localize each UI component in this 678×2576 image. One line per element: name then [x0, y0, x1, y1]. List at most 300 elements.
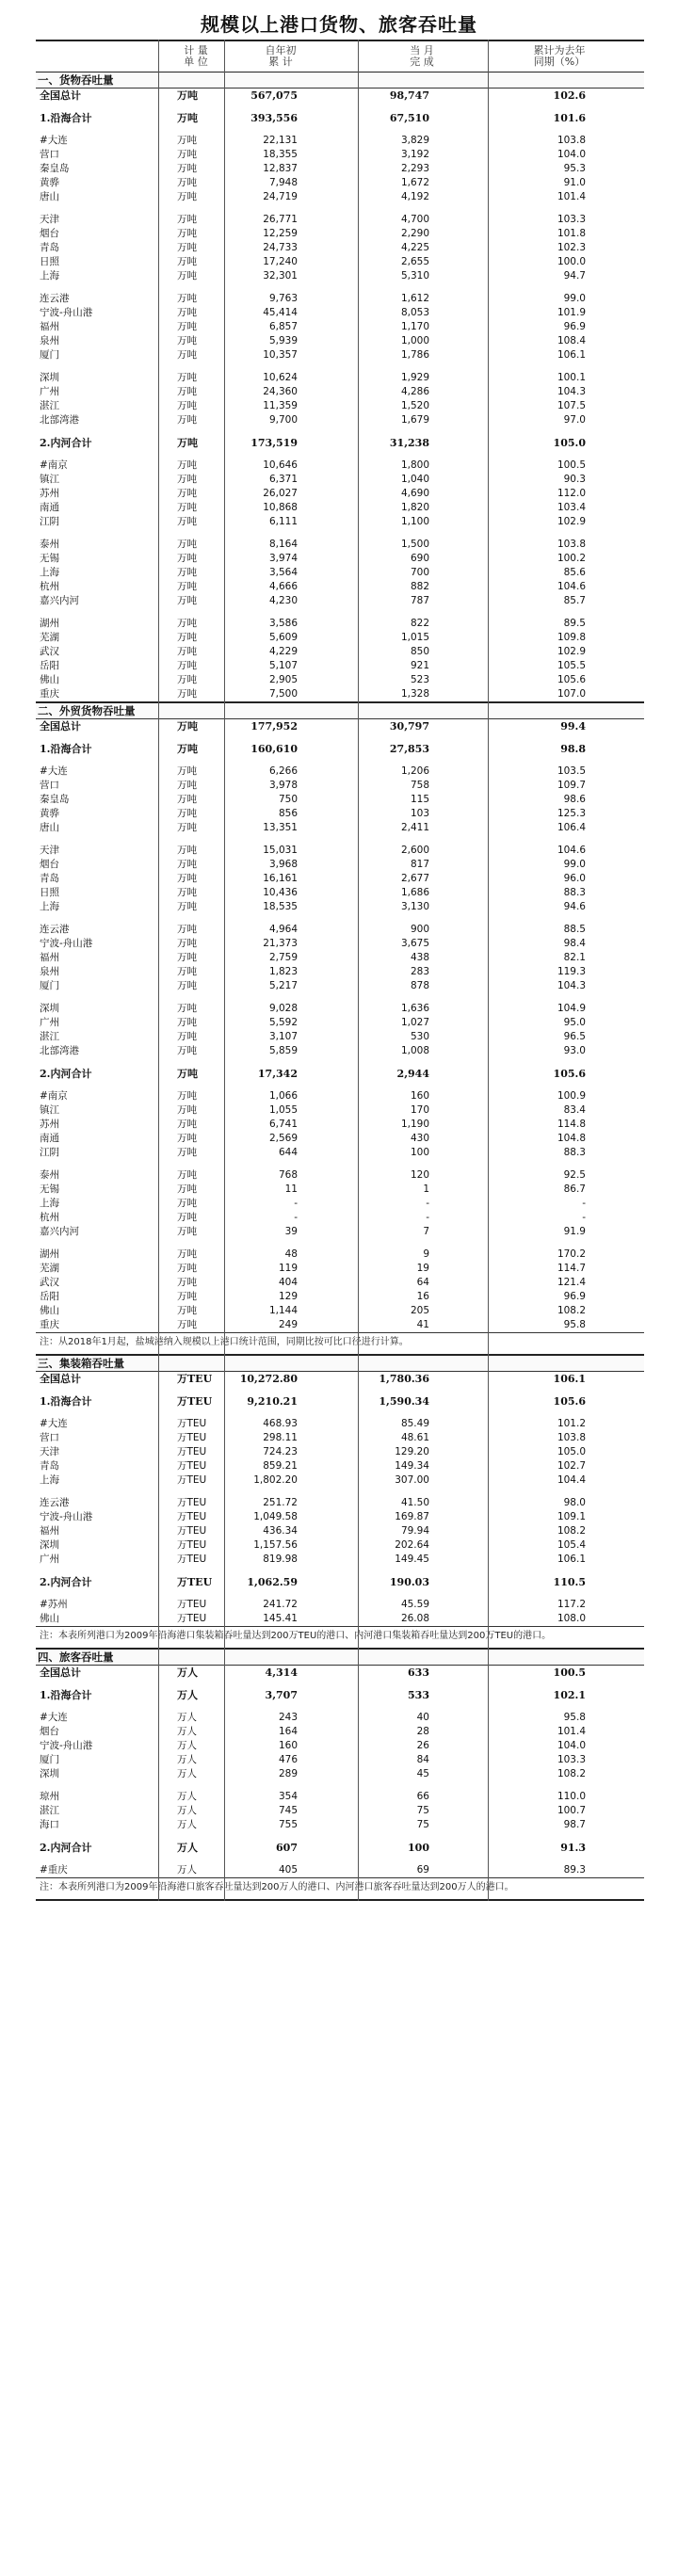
unit-cell: 万吨	[177, 349, 197, 361]
cumulative-value: 6,111	[268, 516, 298, 527]
table-row	[36, 1002, 644, 1016]
unit-cell: 万TEU	[177, 1373, 213, 1385]
table-row	[36, 269, 644, 283]
monthly-value: 129.20	[395, 1446, 429, 1457]
unit-cell: 万吨	[177, 618, 197, 629]
monthly-value: 149.45	[395, 1554, 429, 1565]
port-name: 1.沿海合计	[40, 112, 92, 124]
table-row	[36, 1118, 644, 1132]
monthly-value: 190.03	[389, 1576, 429, 1588]
monthly-value: 100	[408, 1842, 429, 1854]
percent-value: 95.0	[563, 1017, 586, 1028]
percent-value: 104.6	[557, 581, 586, 592]
monthly-value: 205	[410, 1305, 429, 1316]
percent-value: 88.3	[563, 887, 586, 898]
percent-value: 85.7	[563, 595, 586, 606]
table-row	[36, 515, 644, 529]
total-row	[36, 89, 644, 103]
table-row	[36, 1030, 644, 1044]
cumulative-value: 819.98	[263, 1554, 298, 1565]
monthly-value: -	[426, 1198, 429, 1209]
percent-value: 110.5	[553, 1576, 586, 1588]
percent-value: 106.1	[557, 349, 586, 361]
row-spacer	[36, 914, 644, 923]
table-row	[36, 1132, 644, 1146]
unit-cell: 万吨	[177, 595, 197, 606]
percent-value: 95.3	[563, 163, 586, 174]
unit-cell: 万吨	[177, 1263, 197, 1274]
unit-cell: 万吨	[177, 307, 197, 318]
percent-value: 103.8	[557, 539, 586, 550]
table-row	[36, 255, 644, 269]
port-name: 福州	[40, 321, 59, 332]
cumulative-value: 3,107	[268, 1031, 298, 1042]
port-name: 2.内河合计	[40, 1068, 92, 1080]
table-row	[36, 1431, 644, 1445]
percent-value: 100.7	[557, 1805, 586, 1816]
port-name: #大连	[40, 1418, 68, 1429]
unit-cell: 万人	[177, 1712, 197, 1723]
percent-value: 114.8	[557, 1119, 586, 1130]
monthly-value: 115	[410, 794, 429, 805]
row-spacer	[36, 1680, 644, 1688]
table-row	[36, 872, 644, 886]
cumulative-value: 468.93	[263, 1418, 298, 1429]
table-row	[36, 1459, 644, 1473]
table-row	[36, 292, 644, 306]
total-row	[36, 1067, 644, 1081]
table-row	[36, 1183, 644, 1197]
table-row	[36, 1262, 644, 1276]
port-name: 南通	[40, 1133, 59, 1144]
unit-cell: 万吨	[177, 1183, 197, 1195]
cumulative-value: 119	[278, 1263, 298, 1274]
table-row	[36, 1496, 644, 1510]
unit-cell: 万TEU	[177, 1432, 207, 1443]
port-name: 广州	[40, 1017, 59, 1028]
percent-value: 107.5	[557, 400, 586, 411]
table-body	[36, 72, 644, 1901]
cumulative-value: 6,371	[268, 474, 298, 485]
table-row	[36, 858, 644, 872]
table-row	[36, 617, 644, 631]
table-row	[36, 213, 644, 227]
unit-cell: 万吨	[177, 335, 197, 346]
port-name: 泰州	[40, 539, 59, 550]
row-spacer	[36, 1239, 644, 1248]
unit-cell: 万TEU	[177, 1497, 207, 1508]
table-row	[36, 1612, 644, 1626]
percent-value: 109.1	[557, 1511, 586, 1522]
monthly-value: 1,000	[400, 335, 429, 346]
monthly-value: 438	[410, 952, 429, 963]
table-row	[36, 1510, 644, 1524]
unit-cell: 万吨	[177, 177, 197, 188]
unit-cell: 万人	[177, 1726, 197, 1737]
unit-cell: 万吨	[177, 163, 197, 174]
monthly-value: 1,612	[400, 293, 429, 304]
unit-cell: 万吨	[177, 502, 197, 513]
port-name: 武汉	[40, 1277, 59, 1288]
unit-cell: 万吨	[177, 321, 197, 332]
total-row	[36, 742, 644, 756]
row-spacer	[36, 1488, 644, 1496]
port-name: 福州	[40, 952, 59, 963]
percent-value: 104.3	[557, 980, 586, 991]
monthly-value: 787	[410, 595, 429, 606]
unit-cell: 万吨	[177, 214, 197, 225]
row-spacer	[36, 529, 644, 538]
row-spacer	[36, 125, 644, 134]
unit-cell: 万吨	[177, 488, 197, 499]
port-name: 泉州	[40, 966, 59, 977]
port-name: 芜湖	[40, 1263, 59, 1274]
percent-value: 105.6	[553, 1068, 586, 1080]
monthly-value: 1	[423, 1183, 429, 1195]
port-name: 营口	[40, 149, 59, 160]
table-row	[36, 190, 644, 204]
table-row	[36, 594, 644, 608]
percent-value: 92.5	[563, 1169, 586, 1181]
unit-cell: 万吨	[177, 149, 197, 160]
port-name: 全国总计	[40, 1666, 81, 1679]
total-row	[36, 111, 644, 125]
unit-cell: 万吨	[177, 437, 198, 449]
monthly-value: 1,786	[400, 349, 429, 361]
monthly-value: 1,500	[400, 539, 429, 550]
table-row	[36, 1211, 644, 1225]
percent-value: 100.1	[557, 372, 586, 383]
unit-cell: 万吨	[177, 553, 197, 564]
unit-cell: 万吨	[177, 191, 197, 202]
percent-value: 89.3	[563, 1864, 586, 1876]
table-row	[36, 1197, 644, 1211]
unit-cell: 万TEU	[177, 1511, 207, 1522]
table-row	[36, 1089, 644, 1103]
percent-value: 121.4	[557, 1277, 586, 1288]
table-row	[36, 334, 644, 348]
monthly-value: 1,636	[400, 1003, 429, 1014]
row-spacer	[36, 1081, 644, 1089]
table-row	[36, 162, 644, 176]
monthly-value: 882	[410, 581, 429, 592]
port-name: 全国总计	[40, 89, 81, 102]
percent-value: 99.0	[563, 293, 586, 304]
unit-cell: 万吨	[177, 228, 197, 239]
unit-cell: 万吨	[177, 924, 197, 935]
percent-value: 98.6	[563, 794, 586, 805]
table-row	[36, 487, 644, 501]
port-name: 秦皇岛	[40, 794, 70, 805]
table-note: 注：本表所列港口为2009年沿海港口旅客吞吐量达到200万人的港口、内河港口旅客吞吐量达到200万人的港口。	[36, 1877, 644, 1901]
cumulative-value: 145.41	[263, 1613, 298, 1624]
percent-value: 117.2	[557, 1599, 586, 1610]
percent-value: 106.1	[553, 1373, 586, 1385]
cumulative-value: 3,978	[268, 780, 298, 791]
percent-value: 109.7	[557, 780, 586, 791]
table-row	[36, 1473, 644, 1488]
unit-cell: 万TEU	[177, 1460, 207, 1472]
table-row	[36, 306, 644, 320]
port-name: 天津	[40, 845, 59, 856]
monthly-value: 1,008	[400, 1045, 429, 1056]
monthly-value: 4,690	[400, 488, 429, 499]
unit-cell: 万TEU	[177, 1418, 207, 1429]
percent-value: 93.0	[563, 1045, 586, 1056]
percent-value: 103.4	[557, 502, 586, 513]
percent-value: 100.0	[557, 256, 586, 267]
header-cumulative: 自年初 累 计	[265, 44, 297, 68]
row-spacer	[36, 1702, 644, 1711]
cumulative-value: 177,952	[250, 720, 298, 733]
row-spacer	[36, 1589, 644, 1598]
cumulative-value: 12,837	[263, 163, 298, 174]
monthly-value: 3,192	[400, 149, 429, 160]
cumulative-value: -	[294, 1212, 298, 1223]
cumulative-value: 1,157.56	[253, 1539, 298, 1551]
port-name: 苏州	[40, 488, 59, 499]
monthly-value: 430	[410, 1133, 429, 1144]
table-row	[36, 1044, 644, 1058]
monthly-value: 822	[410, 618, 429, 629]
unit-cell: 万吨	[177, 242, 197, 253]
table-row	[36, 134, 644, 148]
table-row	[36, 779, 644, 793]
cumulative-value: 9,763	[268, 293, 298, 304]
monthly-value: 84	[416, 1754, 429, 1765]
percent-value: 105.0	[553, 437, 586, 449]
unit-cell: 万吨	[177, 765, 197, 777]
monthly-value: 100	[410, 1147, 429, 1158]
cumulative-value: 13,351	[263, 822, 298, 833]
cumulative-value: 768	[278, 1169, 298, 1181]
percent-value: 91.9	[563, 1226, 586, 1237]
unit-cell: 万人	[177, 1768, 197, 1779]
percent-value: 99.4	[560, 720, 586, 733]
table-row	[36, 900, 644, 914]
cumulative-value: 26,027	[263, 488, 298, 499]
percent-value: 101.9	[557, 307, 586, 318]
table-row	[36, 765, 644, 779]
unit-cell: 万TEU	[177, 1474, 207, 1486]
unit-cell: 万人	[177, 1754, 197, 1765]
row-spacer	[36, 283, 644, 292]
monthly-value: 530	[410, 1031, 429, 1042]
row-spacer	[36, 362, 644, 371]
unit-cell: 万吨	[177, 474, 197, 485]
table-row	[36, 1553, 644, 1567]
port-name: 苏州	[40, 1119, 59, 1130]
port-name: 宁波-舟山港	[40, 307, 93, 318]
percent-value: 88.3	[563, 1147, 586, 1158]
monthly-value: 850	[410, 646, 429, 657]
percent-value: 106.1	[557, 1554, 586, 1565]
percent-value: 100.9	[557, 1090, 586, 1102]
table-row	[36, 1711, 644, 1725]
monthly-value: 31,238	[389, 437, 429, 449]
monthly-value: 41.50	[400, 1497, 429, 1508]
cumulative-value: 24,733	[263, 242, 298, 253]
cumulative-value: 18,355	[263, 149, 298, 160]
section-title: 二、外贸货物吞吐量	[36, 703, 644, 719]
percent-value: 90.3	[563, 474, 586, 485]
percent-value: 108.2	[557, 1768, 586, 1779]
percent-value: 97.0	[563, 414, 586, 426]
monthly-value: 9	[423, 1248, 429, 1260]
monthly-value: 67,510	[389, 112, 429, 124]
percent-value: 103.3	[557, 1754, 586, 1765]
header-unit: 计 量 单 位	[184, 44, 208, 68]
unit-cell: 万人	[177, 1740, 197, 1751]
percent-value: 101.4	[557, 191, 586, 202]
table-row	[36, 1790, 644, 1804]
total-row	[36, 1841, 644, 1855]
cumulative-value: 9,028	[268, 1003, 298, 1014]
table-row	[36, 1276, 644, 1290]
statistics-table	[36, 40, 644, 1901]
cumulative-value: 17,342	[257, 1068, 298, 1080]
unit-cell: 万吨	[177, 270, 197, 282]
unit-cell: 万TEU	[177, 1395, 213, 1408]
port-name: 宁波-舟山港	[40, 1511, 93, 1522]
table-row	[36, 501, 644, 515]
table-row	[36, 923, 644, 937]
cumulative-value: 5,107	[268, 660, 298, 671]
table-row	[36, 1248, 644, 1262]
port-name: 上海	[40, 270, 59, 282]
table-row	[36, 1318, 644, 1332]
cumulative-value: 45,414	[263, 307, 298, 318]
monthly-value: 27,853	[389, 743, 429, 755]
table-row	[36, 371, 644, 385]
monthly-value: 921	[410, 660, 429, 671]
port-name: 烟台	[40, 859, 59, 870]
unit-cell: 万吨	[177, 516, 197, 527]
port-name: 重庆	[40, 1319, 59, 1330]
table-row	[36, 413, 644, 427]
total-row	[36, 436, 644, 450]
unit-cell: 万吨	[177, 952, 197, 963]
cumulative-value: 2,759	[268, 952, 298, 963]
monthly-value: 283	[410, 966, 429, 977]
cumulative-value: 16,161	[263, 873, 298, 884]
monthly-value: 758	[410, 780, 429, 791]
percent-value: 89.5	[563, 618, 586, 629]
table-row	[36, 566, 644, 580]
percent-value: 103.8	[557, 1432, 586, 1443]
percent-value: 103.8	[557, 135, 586, 146]
cumulative-value: 2,569	[268, 1133, 298, 1144]
cumulative-value: 10,646	[263, 459, 298, 471]
cumulative-value: 241.72	[263, 1599, 298, 1610]
port-name: 烟台	[40, 1726, 59, 1737]
table-row	[36, 385, 644, 399]
percent-value: 95.8	[563, 1712, 586, 1723]
table-row	[36, 1725, 644, 1739]
section-title: 四、旅客吞吐量	[36, 1650, 644, 1666]
monthly-value: 98,747	[389, 89, 429, 102]
percent-value: 105.6	[553, 1395, 586, 1408]
percent-value: 119.3	[557, 966, 586, 977]
cumulative-value: 9,210.21	[247, 1395, 298, 1408]
cumulative-value: 10,624	[263, 372, 298, 383]
row-spacer	[36, 1832, 644, 1841]
port-name: 营口	[40, 1432, 59, 1443]
port-name: 佛山	[40, 674, 59, 685]
unit-cell: 万TEU	[177, 1446, 207, 1457]
unit-cell: 万人	[177, 1842, 198, 1854]
row-spacer	[36, 427, 644, 436]
unit-cell: 万吨	[177, 1169, 197, 1181]
port-name: 上海	[40, 1198, 59, 1209]
monthly-value: 120	[410, 1169, 429, 1181]
total-row	[36, 1575, 644, 1589]
table-row	[36, 1290, 644, 1304]
port-name: 厦门	[40, 1754, 59, 1765]
unit-cell: 万吨	[177, 794, 197, 805]
unit-cell: 万吨	[177, 581, 197, 592]
port-name: 湖州	[40, 618, 59, 629]
section-title: 三、集装箱吞吐量	[36, 1356, 644, 1372]
cumulative-value: 393,556	[250, 112, 298, 124]
unit-cell: 万吨	[177, 567, 197, 578]
row-spacer	[36, 1160, 644, 1168]
unit-cell: 万吨	[177, 938, 197, 949]
row-spacer	[36, 1058, 644, 1067]
monthly-value: 1,027	[400, 1017, 429, 1028]
port-name: #南京	[40, 459, 68, 471]
cumulative-value: 17,240	[263, 256, 298, 267]
percent-value: 101.4	[557, 1726, 586, 1737]
table-header	[36, 40, 644, 72]
percent-value: 83.4	[563, 1104, 586, 1116]
unit-cell: 万TEU	[177, 1554, 207, 1565]
cumulative-value: 3,968	[268, 859, 298, 870]
monthly-value: 79.94	[400, 1525, 429, 1537]
unit-cell: 万吨	[177, 1068, 198, 1080]
cumulative-value: 745	[278, 1805, 298, 1816]
cumulative-value: 5,217	[268, 980, 298, 991]
cumulative-value: 3,564	[268, 567, 298, 578]
unit-cell: 万TEU	[177, 1525, 207, 1537]
cumulative-value: 251.72	[263, 1497, 298, 1508]
port-name: 连云港	[40, 293, 70, 304]
table-row	[36, 148, 644, 162]
monthly-value: 2,411	[400, 822, 429, 833]
monthly-value: 85.49	[400, 1418, 429, 1429]
table-row	[36, 1739, 644, 1753]
port-name: 镇江	[40, 1104, 59, 1116]
table-row	[36, 687, 644, 701]
port-name: 天津	[40, 1446, 59, 1457]
unit-cell: 万吨	[177, 720, 198, 733]
monthly-value: 160	[410, 1090, 429, 1102]
port-name: 湖州	[40, 1248, 59, 1260]
cumulative-value: 724.23	[263, 1446, 298, 1457]
percent-value: 98.0	[563, 1497, 586, 1508]
table-row	[36, 979, 644, 993]
percent-value: 108.2	[557, 1525, 586, 1537]
cumulative-value: 5,859	[268, 1045, 298, 1056]
port-name: 青岛	[40, 873, 59, 884]
port-name: 泰州	[40, 1169, 59, 1181]
port-name: 厦门	[40, 349, 59, 361]
port-name: 全国总计	[40, 720, 81, 733]
port-name: 上海	[40, 567, 59, 578]
percent-value: 91.3	[560, 1842, 586, 1854]
monthly-value: 16	[416, 1291, 429, 1302]
table-row	[36, 793, 644, 807]
